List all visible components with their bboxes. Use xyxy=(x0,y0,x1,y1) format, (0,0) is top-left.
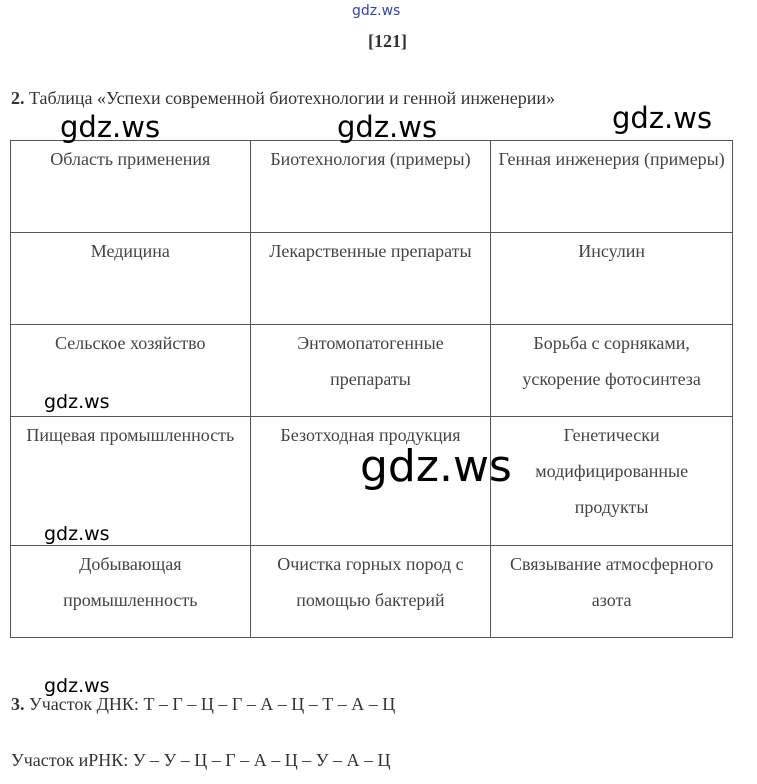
watermark: gdz.ws xyxy=(60,110,161,144)
table-cell-genetic: Генетически модифицированные продукты xyxy=(491,417,733,546)
biotech-table xyxy=(10,140,733,638)
watermark: gdz.ws xyxy=(360,441,512,492)
table-cell-genetic: Борьба с сорняками, ускорение фотосинтеза xyxy=(491,325,733,417)
table-cell-biotech: Лекарственные препараты xyxy=(250,233,491,325)
rna-label: Участок иРНК: xyxy=(11,750,129,770)
table-header-cell: Биотехнология (примеры) xyxy=(250,141,491,233)
task3-number: 3. xyxy=(11,694,25,714)
table-cell-biotech: Безотходная продукция xyxy=(250,417,491,546)
dna-sequence: Т – Г – Ц – Г – А – Ц – Т – А – Ц xyxy=(143,694,396,714)
page-number: [121] xyxy=(368,31,407,51)
table-row xyxy=(11,325,733,417)
watermark: gdz.ws xyxy=(337,110,438,144)
table-row xyxy=(11,233,733,325)
table-row xyxy=(11,546,733,638)
watermark: gdz.ws xyxy=(44,391,110,413)
table-cell-area: Добывающая промышленность xyxy=(11,546,251,638)
table-header-cell: Область применения xyxy=(11,141,251,233)
rna-sequence: У – У – Ц – Г – А – Ц – У – А – Ц xyxy=(132,750,391,770)
table-header-row xyxy=(11,141,733,233)
table-cell-genetic: Инсулин xyxy=(491,233,733,325)
table-cell-area: Сельское хозяйство xyxy=(11,325,251,417)
table-cell-area: Медицина xyxy=(11,233,251,325)
dna-label: Участок ДНК: xyxy=(29,694,139,714)
table-cell-biotech: Энтомопатогенные препараты xyxy=(250,325,491,417)
watermark: gdz.ws xyxy=(612,101,713,135)
watermark-top: gdz.ws xyxy=(352,3,401,19)
task2-number: 2. xyxy=(11,88,25,108)
watermark: gdz.ws xyxy=(44,675,110,697)
task2-title-text: Таблица «Успехи современной биотехнологии и генной инженерии» xyxy=(29,88,556,108)
watermark: gdz.ws xyxy=(44,523,110,545)
table-cell-area: Пищевая промышленность xyxy=(11,417,251,546)
task2-title xyxy=(11,88,555,109)
task3-rna-line xyxy=(11,750,390,771)
table-cell-genetic: Связывание атмосферного азота xyxy=(491,546,733,638)
table-cell-biotech: Очистка горных пород с помощью бактерий xyxy=(250,546,491,638)
table-header-cell: Генная инженерия (примеры) xyxy=(491,141,733,233)
task3-dna-line xyxy=(11,694,395,715)
